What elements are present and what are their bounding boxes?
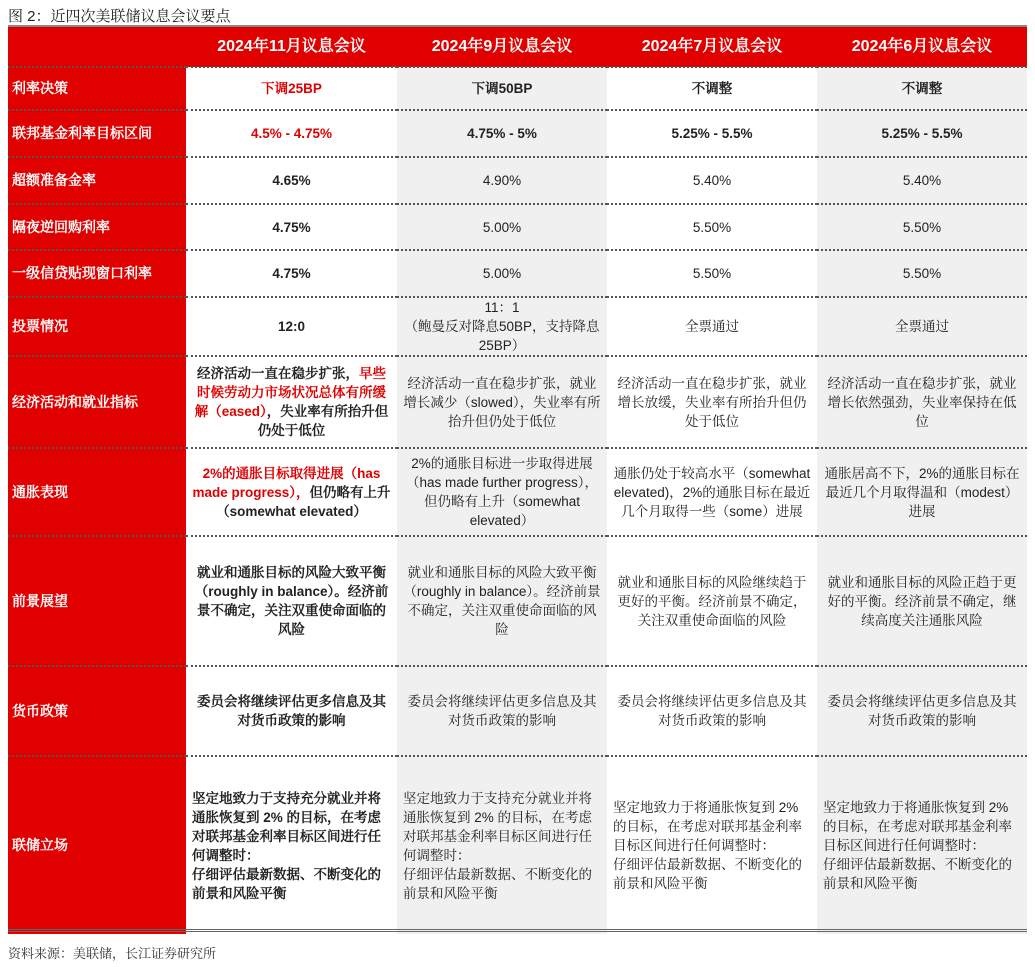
cell-text: 5.25% - 5.5% [671, 126, 753, 141]
table-cell [397, 448, 607, 536]
cell-text: 5.40% [902, 173, 942, 188]
table-cell [397, 250, 607, 297]
table-cell [186, 666, 397, 756]
table-row [8, 67, 1027, 110]
table-cell [817, 67, 1027, 110]
table-cell [186, 157, 397, 204]
row-label: 一级信贷贴现窗口利率 [8, 250, 186, 297]
row-label: 通胀表现 [8, 448, 186, 536]
cell-text: 就业和通胀目标的风险大致平衡（roughly in balance）。经济前景不确定，关注双重使命面临的风险 [194, 565, 389, 637]
row-label: 前景展望 [8, 536, 186, 666]
table-cell [186, 250, 397, 297]
table-row [8, 448, 1027, 536]
highlight-text: 早些时候劳动力市场状况总体有所缓解（eased） [194, 366, 386, 419]
cell-text: 4.65% [272, 173, 311, 188]
cell-text: 全票通过 [685, 319, 739, 334]
cell-text: 5.50% [692, 266, 732, 281]
cell-text: 4.75% [272, 219, 311, 235]
table-cell [607, 297, 817, 356]
row-label: 联储立场 [8, 756, 186, 934]
column-header: 2024年6月议息会议 [817, 27, 1027, 67]
table-cell [817, 204, 1027, 250]
row-label: 联邦基金利率目标区间 [8, 110, 186, 157]
table-row [8, 204, 1027, 250]
table-cell [817, 448, 1027, 536]
column-header: 2024年9月议息会议 [397, 27, 607, 67]
table-cell [397, 666, 607, 756]
table-cell [607, 356, 817, 448]
cell-text: 经济活动一直在稳步扩张，就业增长放缓，失业率有所抬升但仍处于低位 [617, 375, 807, 429]
table-cell [397, 297, 607, 356]
table-cell [186, 110, 397, 157]
table-cell [817, 756, 1027, 934]
cell-text: 经济活动一直在稳步扩张， [197, 366, 359, 381]
table-cell [397, 67, 607, 110]
table-cell [186, 448, 397, 536]
cell-text: 就业和通胀目标的风险大致平衡（roughly in balance）。经济前景不确定，关注双重使命面临的风险 [403, 565, 601, 637]
cell-text: 经济活动一直在稳步扩张，就业增长减少（slowed），失业率有所抬升但仍处于低位 [403, 375, 601, 429]
column-header: 2024年7月议息会议 [607, 27, 817, 67]
row-label: 超额准备金率 [8, 157, 186, 204]
cell-text: 5.50% [902, 219, 942, 235]
cell-text: 5.40% [692, 173, 732, 188]
table-row [8, 536, 1027, 666]
cell-text: 4.75% [272, 266, 311, 281]
cell-text: 委员会将继续评估更多信息及其对货币政策的影响 [197, 694, 386, 728]
row-label: 投票情况 [8, 297, 186, 356]
cell-text: 2%的通胀目标进一步取得进展（has made further progress），但仍略有上升（somewhat elevated） [405, 456, 599, 528]
cell-text: 经济活动一直在稳步扩张，就业增长依然强劲，失业率保持在低位 [827, 375, 1017, 429]
cell-text: 委员会将继续评估更多信息及其对货币政策的影响 [827, 694, 1017, 728]
table-cell [186, 356, 397, 448]
highlight-text: 2%的通胀目标取得进展（has made progress）， [192, 465, 381, 500]
cell-text: 5.00% [482, 219, 522, 235]
cell-text: 4.75% - 5% [467, 126, 537, 141]
column-header: 2024年11月议息会议 [186, 27, 397, 67]
cell-text: 12:0 [277, 319, 306, 334]
cell-text: 不调整 [901, 81, 943, 96]
table-cell [186, 297, 397, 356]
row-label: 经济活动和就业指标 [8, 356, 186, 448]
table-cell [186, 204, 397, 250]
cell-text: ，失业率有所抬升但仍处于低位 [257, 404, 389, 438]
cell-text: 委员会将继续评估更多信息及其对货币政策的影响 [617, 694, 807, 728]
table-row [8, 756, 1027, 934]
table-cell [397, 756, 607, 934]
cell-text: 坚定地致力于将通胀恢复到 2% 的目标，在考虑对联邦基金利率目标区间进行任何调整时： 仔细评估最新数据、不断变化的前景和风险平衡 [613, 800, 802, 891]
table-row [8, 157, 1027, 204]
table-cell [817, 250, 1027, 297]
header-corner [8, 27, 186, 67]
bottom-divider [8, 929, 1027, 932]
row-label: 货币政策 [8, 666, 186, 756]
cell-text: 下调50BP [471, 81, 533, 96]
cell-text: 5.50% [692, 219, 732, 235]
cell-text: 坚定地致力于支持充分就业并将通胀恢复到 2% 的目标，在考虑对联邦基金利率目标区间进行任何调整时： 仔细评估最新数据、不断变化的前景和风险平衡 [403, 790, 593, 901]
header-row [8, 27, 1027, 67]
cell-text: 委员会将继续评估更多信息及其对货币政策的影响 [407, 694, 597, 728]
cell-text: 5.50% [902, 266, 942, 281]
source-note: 资料来源：美联储，长江证券研究所 [8, 946, 217, 961]
table-cell [607, 756, 817, 934]
table-cell [607, 67, 817, 110]
table-cell [397, 536, 607, 666]
table-cell [607, 110, 817, 157]
table-cell [817, 157, 1027, 204]
table-cell [607, 536, 817, 666]
table-cell [186, 756, 397, 934]
cell-text: 5.25% - 5.5% [881, 126, 963, 141]
table-row [8, 110, 1027, 157]
table-cell [607, 250, 817, 297]
table-row [8, 356, 1027, 448]
highlight-text: 下调25BP [261, 81, 322, 96]
cell-text: 不调整 [691, 81, 733, 96]
table-cell [397, 157, 607, 204]
cell-text: 5.00% [482, 266, 522, 281]
cell-text: 11：1 （鲍曼反对降息50BP，支持降息25BP） [404, 300, 600, 353]
cell-text: 通胀仍处于较高水平（somewhat elevated)，2%的通胀目标在最近几个月取得一些（some）进展 [613, 465, 811, 519]
cell-text: 就业和通胀目标的风险正趋于更好的平衡。经济前景不确定，继续高度关注通胀风险 [827, 574, 1017, 628]
cell-text: 全票通过 [895, 319, 949, 334]
table-cell [186, 536, 397, 666]
table-cell [817, 110, 1027, 157]
figure-title: 图 2：近四次美联储议息会议要点 [8, 8, 231, 25]
cell-text: 4.90% [482, 173, 522, 188]
cell-text: 坚定地致力于将通胀恢复到 2% 的目标，在考虑对联邦基金利率目标区间进行任何调整时： 仔细评估最新数据、不断变化的前景和风险平衡 [823, 800, 1012, 891]
table-cell [607, 204, 817, 250]
fomc-comparison-table [8, 27, 1027, 934]
cell-text: 通胀居高不下，2%的通胀目标在最近几个月取得温和（modest）进展 [824, 465, 1020, 519]
table-cell [817, 536, 1027, 666]
table-cell [397, 204, 607, 250]
table-cell [817, 666, 1027, 756]
table-cell [607, 666, 817, 756]
cell-text: 就业和通胀目标的风险继续趋于更好的平衡。经济前景不确定，关注双重使命面临的风险 [617, 574, 807, 628]
table-cell [186, 67, 397, 110]
row-label: 隔夜逆回购利率 [8, 204, 186, 250]
table-cell [817, 356, 1027, 448]
table-row [8, 250, 1027, 297]
table-cell [607, 157, 817, 204]
table-cell [817, 297, 1027, 356]
cell-text: 坚定地致力于支持充分就业并将通胀恢复到 2% 的目标，在考虑对联邦基金利率目标区间进行任何调整时： 仔细评估最新数据、不断变化的前景和风险平衡 [192, 790, 382, 901]
row-label: 利率决策 [8, 67, 186, 110]
table-cell [397, 356, 607, 448]
cell-text: 但仍略有上升（somewhat elevated） [216, 484, 391, 519]
table-cell [607, 448, 817, 536]
table-row [8, 297, 1027, 356]
table-cell [397, 110, 607, 157]
table-row [8, 666, 1027, 756]
highlight-text: 4.5% - 4.75% [250, 126, 333, 141]
